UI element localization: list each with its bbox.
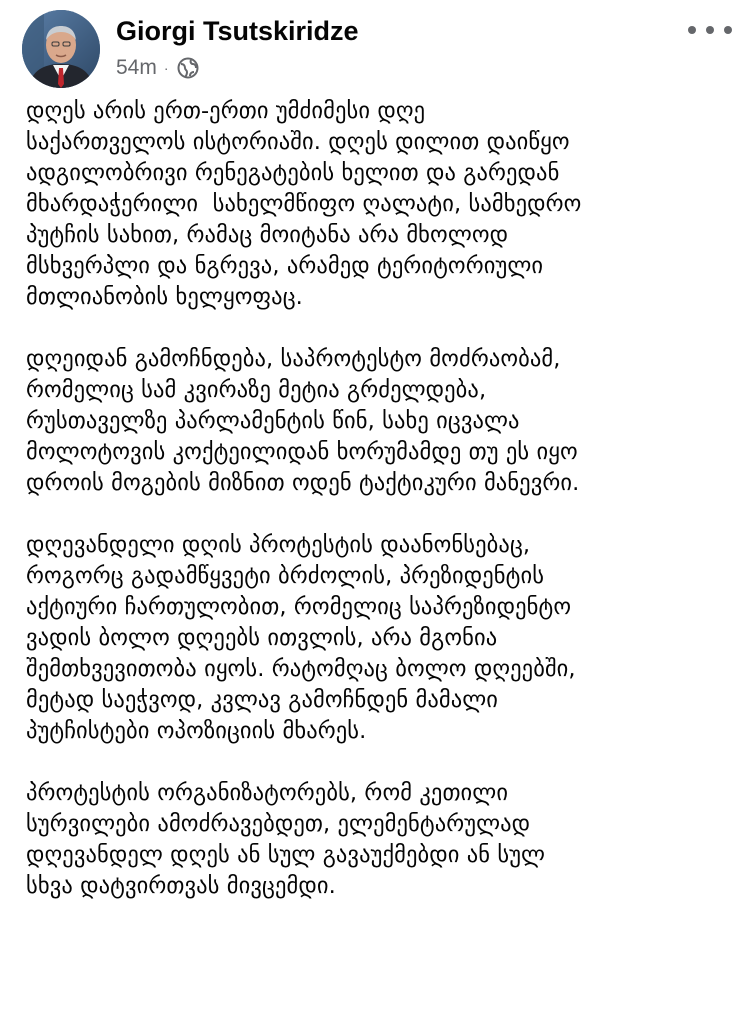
post-line: დღევანდელ დღეს ან სულ გავაუქმებდი ან სულ [26, 842, 546, 868]
profile-photo-icon [22, 10, 100, 88]
post-line: მეტად საეჭვოდ, კვლავ გამოჩნდენ მამალი [26, 687, 499, 713]
post-line: პუტჩის სახით, რამაც მოიტანა არა მხოლოდ [26, 222, 509, 248]
post-line: დროის მოგების მიზნით ოდენ ტაქტიკური მანევრი. [26, 470, 580, 496]
post-line: მოლოტოვის კოქტეილიდან ხორუმამდე თუ ეს იყო [26, 439, 578, 465]
post-paragraph [26, 530, 741, 747]
author-avatar[interactable] [22, 10, 100, 88]
post-line: საქართველოს ისტორიაში. დღეს დილით დაიწყო [26, 129, 570, 155]
post-line: პუტჩისტები ოპოზიციის მხარეს. [26, 718, 367, 744]
author-name[interactable]: Giorgi Tsutskiridze [116, 16, 359, 46]
post-line: დღევანდელი დღის პროტესტის დაანონსებაც, [26, 532, 531, 558]
post-line: დღეიდან გამოჩნდება, საპროტესტო მოძრაობამ, [26, 346, 561, 372]
post-paragraph [26, 344, 741, 499]
meta-separator: · [163, 60, 169, 76]
more-options-button[interactable] [688, 18, 732, 42]
more-options-icon [724, 26, 732, 34]
post-line: რუსთაველზე პარლამენტის წინ, სახე იცვალა [26, 408, 520, 434]
post-line: სურვილები ამოძრავებდეთ, ელემენტარულად [26, 811, 531, 837]
post-line: დღეს არის ერთ-ერთი უმძიმესი დღე [26, 98, 426, 124]
post-line: სხვა დატვირთვას მივცემდი. [26, 873, 336, 899]
post-line: შემთხვევითობა იყოს. რატომღაც ბოლო დღეებში, [26, 656, 576, 682]
post-header [0, 0, 750, 100]
post-line: აქტიური ჩართულობით, რომელიც საპრეზიდენტო [26, 594, 572, 620]
post-body [26, 96, 741, 933]
post-paragraph [26, 96, 741, 313]
post-line: ვადის ბოლო დღეებს ითვლის, არა მგონია [26, 625, 498, 651]
more-options-icon [706, 26, 714, 34]
globe-icon[interactable] [177, 57, 199, 79]
post-meta [116, 53, 199, 83]
post-line: როგორც გადამწყვეტი ბრძოლის, პრეზიდენტის [26, 563, 545, 589]
post-line: მთლიანობის ხელყოფაც. [26, 284, 303, 310]
post-line: მსხვერპლი და ნგრევა, არამედ ტერიტორიული [26, 253, 544, 279]
post-line: ადგილობრივი რენეგატების ხელით და გარედან [26, 160, 560, 186]
more-options-icon [688, 26, 696, 34]
post-line: მხარდაჭერილი სახელმწიფო ღალატი, სამხედრო [26, 191, 582, 217]
post-paragraph [26, 778, 741, 902]
post-line: რომელიც სამ კვირაზე მეტია გრძელდება, [26, 377, 487, 403]
post-timestamp[interactable]: 54m [116, 56, 157, 79]
post-line: პროტესტის ორგანიზატორებს, რომ კეთილი [26, 780, 509, 806]
